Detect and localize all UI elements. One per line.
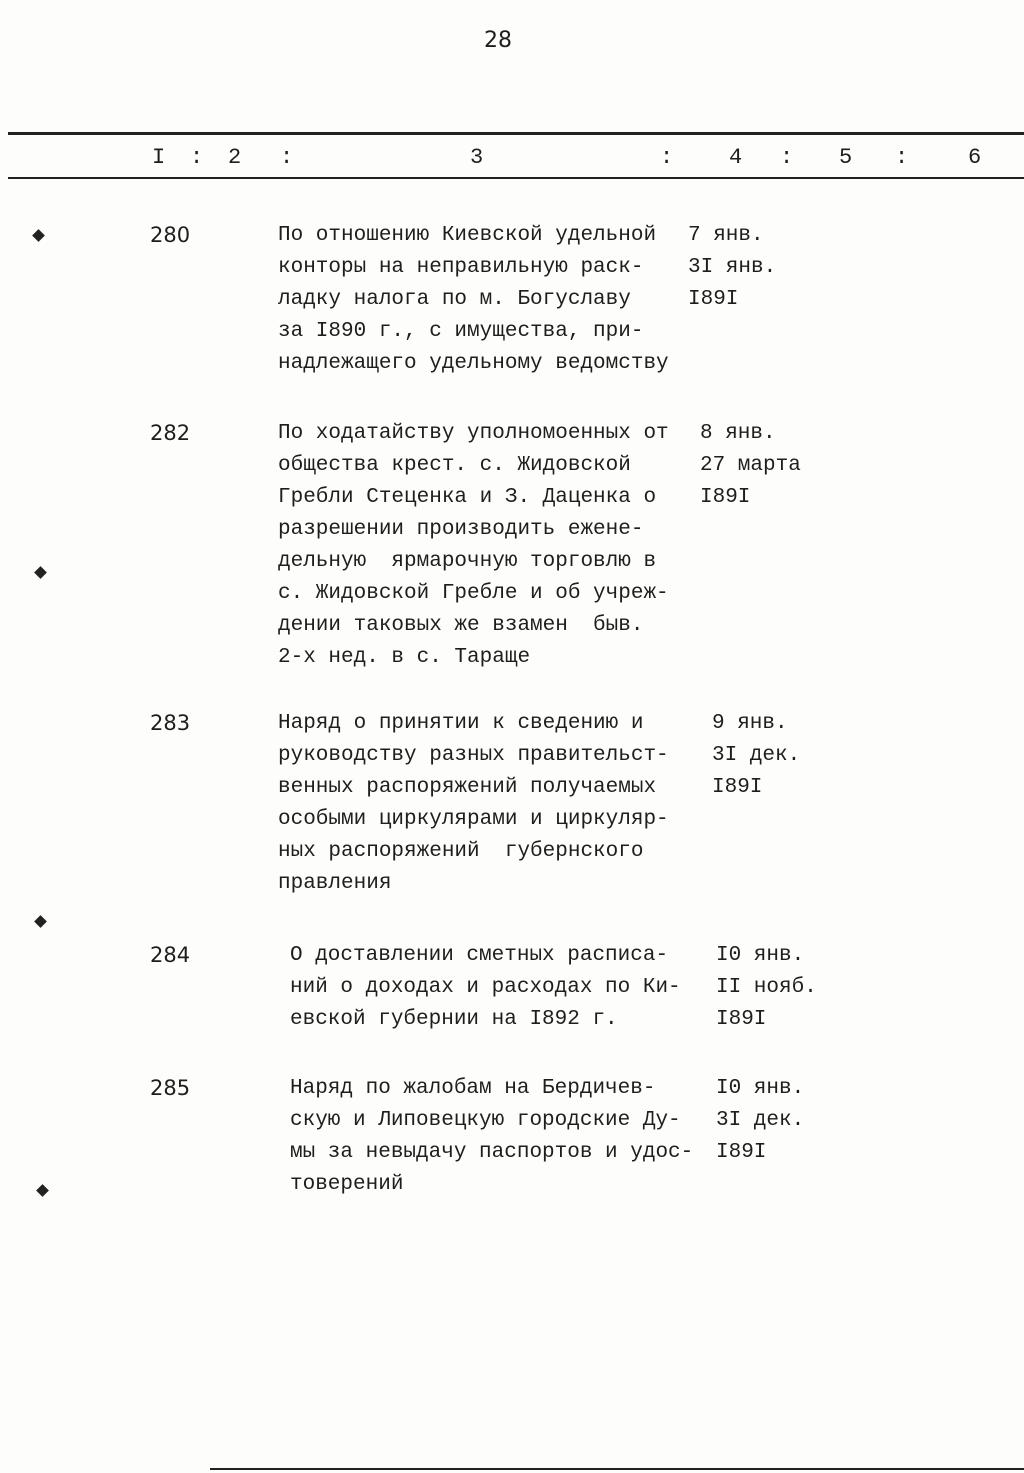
- entry-date: 7 янв.: [688, 224, 764, 247]
- entry-date: II нояб.: [716, 976, 817, 999]
- page-number: 28: [484, 28, 512, 53]
- entry-date: I0 янв.: [716, 944, 805, 967]
- col-3: 3: [470, 145, 484, 170]
- col-sep: :: [190, 145, 204, 170]
- entry-date: I89I: [712, 776, 763, 799]
- entry-number: 285: [150, 1076, 191, 1100]
- col-6: 6: [968, 145, 982, 170]
- col-sep: :: [780, 145, 794, 170]
- binding-hole-mark: [34, 566, 47, 579]
- entry-date: 8 янв.: [700, 422, 776, 445]
- col-4: 4: [729, 145, 743, 170]
- entry-description-line: дельную ярмарочную торговлю в: [278, 550, 657, 573]
- col-sep: :: [895, 145, 909, 170]
- entry-description-line: 2-х нед. в с. Тараще: [278, 646, 531, 669]
- entry-date: 27 марта: [700, 454, 801, 477]
- entry-description-line: По отношению Киевской удельной: [278, 224, 657, 247]
- col-sep: :: [660, 145, 674, 170]
- entry-description-line: ладку налога по м. Богуславу: [278, 288, 631, 311]
- entry-description-line: евской губернии на I892 г.: [290, 1008, 618, 1031]
- binding-hole-mark: [36, 1184, 49, 1197]
- entry-description-line: ных распоряжений губернского: [278, 840, 644, 863]
- entry-description-line: По ходатайству уполномоенных от: [278, 422, 669, 445]
- entry-description-line: надлежащего удельному ведомству: [278, 352, 669, 375]
- entry-description-line: общества крест. с. Жидовской: [278, 454, 631, 477]
- entry-description-line: Наряд о принятии к сведению и: [278, 712, 644, 735]
- entry-description-line: за I890 г., с имущества, при-: [278, 320, 644, 343]
- header-top-rule: [8, 132, 1024, 135]
- entry-description-line: мы за невыдачу паспортов и удос-: [290, 1141, 694, 1164]
- entry-description-line: Гребли Стеценка и З. Даценка о: [278, 486, 657, 509]
- entry-description-line: О доставлении сметных расписа-: [290, 944, 669, 967]
- entry-description-line: товерений: [290, 1173, 404, 1196]
- entry-date: 9 янв.: [712, 712, 788, 735]
- entry-number: 282: [150, 421, 191, 445]
- header-bottom-rule: [8, 177, 1024, 179]
- bottom-rule: [210, 1468, 1024, 1470]
- entry-date: I89I: [716, 1141, 767, 1164]
- entry-date: I89I: [700, 486, 751, 509]
- entry-description-line: скую и Липовецкую городские Ду-: [290, 1109, 681, 1132]
- entry-description-line: дении таковых же взамен быв.: [278, 614, 644, 637]
- entry-description-line: Наряд по жалобам на Бердичев-: [290, 1077, 656, 1100]
- entry-date: I0 янв.: [716, 1077, 805, 1100]
- entry-description-line: конторы на неправильную раск-: [278, 256, 644, 279]
- entry-description-line: с. Жидовской Гребле и об учреж-: [278, 582, 669, 605]
- entry-date: I89I: [688, 288, 739, 311]
- entry-description-line: особыми циркулярами и циркуляр-: [278, 808, 669, 831]
- entry-description-line: руководству разных правительст-: [278, 744, 669, 767]
- entry-number: 283: [150, 711, 191, 735]
- col-2: 2: [228, 145, 242, 170]
- binding-hole-mark: [32, 229, 45, 242]
- col-1: I: [152, 145, 166, 170]
- binding-hole-mark: [34, 915, 47, 928]
- entry-number: 280: [150, 223, 191, 247]
- entry-number: 284: [150, 943, 191, 967]
- col-sep: :: [280, 145, 294, 170]
- entry-date: 3I янв.: [688, 256, 777, 279]
- entry-date: 3I дек.: [712, 744, 801, 767]
- entry-date: 3I дек.: [716, 1109, 805, 1132]
- entry-description-line: ний о доходах и расходах по Ки-: [290, 976, 681, 999]
- entry-description-line: венных распоряжений получаемых: [278, 776, 657, 799]
- entry-description-line: разрешении производить ежене-: [278, 518, 644, 541]
- col-5: 5: [839, 145, 853, 170]
- entry-date: I89I: [716, 1008, 767, 1031]
- entry-description-line: правления: [278, 872, 392, 895]
